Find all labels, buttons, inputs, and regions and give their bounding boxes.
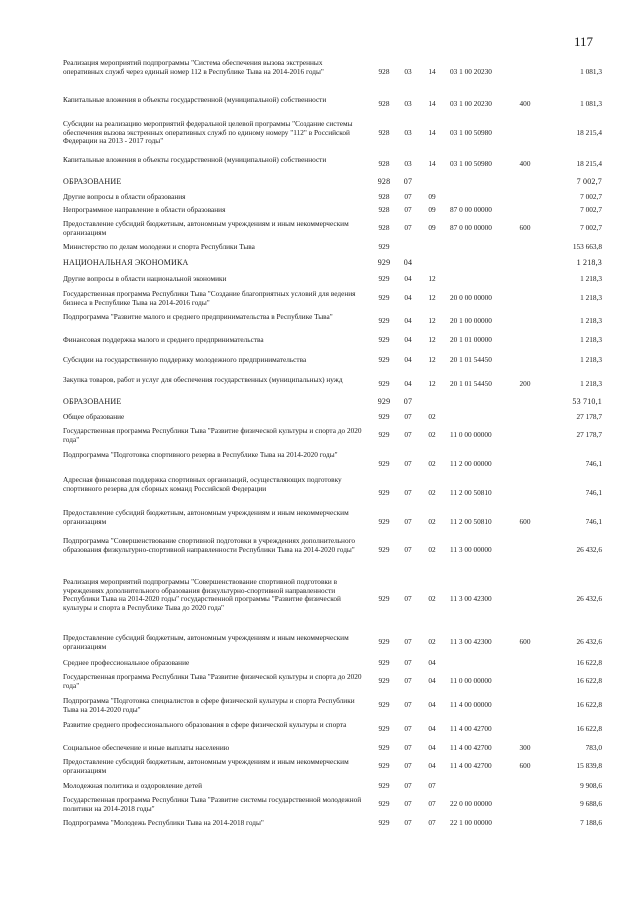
row-expense-type: 600 — [519, 517, 531, 526]
row-section-code: 07 — [403, 397, 413, 406]
row-name: Развитие среднего профессионального образования в сфере физической культуры и спорта — [63, 720, 347, 729]
row-expense-type: 400 — [519, 99, 531, 108]
row-subsection-code: 04 — [428, 724, 436, 733]
row-ministry-code: 928 — [378, 192, 390, 201]
row-subsection-code: 12 — [428, 293, 436, 302]
row-amount: 1 218,3 — [580, 316, 602, 325]
row-target-code: 87 0 00 00000 — [450, 223, 492, 232]
row-ministry-code: 929 — [378, 488, 390, 497]
row-target-code: 20 1 01 54450 — [450, 379, 492, 388]
row-ministry-code: 929 — [378, 700, 390, 709]
row-ministry-code: 928 — [378, 223, 390, 232]
row-ministry-code: 929 — [378, 761, 390, 770]
row-name: Капитальные вложения в объекты государственной (муниципальной) собственности — [63, 155, 327, 164]
row-name: Министерство по делам молодежи и спорта Республики Тыва — [63, 242, 255, 251]
row-amount: 18 215,4 — [576, 128, 602, 137]
row-target-code: 11 2 00 50810 — [450, 517, 492, 526]
row-ministry-code: 929 — [378, 459, 390, 468]
row-name: Реализация мероприятий подпрограммы "Совершенствование спортивной подготовки в учреждениях дополнительного образования физкультурно-спортивной направленности Республики Тыва на 2014-2020 годы" государственной программы "Развитие физической культуры и спорта в Республике Тыва до 2020 года" — [63, 577, 341, 612]
row-ministry-code: 929 — [378, 355, 390, 364]
row-expense-type: 600 — [519, 761, 531, 770]
row-expense-type: 400 — [519, 159, 531, 168]
row-section-code: 07 — [404, 676, 412, 685]
row-section-code: 07 — [404, 781, 412, 790]
row-target-code: 87 0 00 00000 — [450, 205, 492, 214]
row-amount: 7 002,7 — [580, 223, 602, 232]
row-target-code: 11 0 00 00000 — [450, 430, 492, 439]
row-ministry-code: 929 — [378, 517, 390, 526]
row-amount: 26 432,6 — [576, 637, 602, 646]
row-name: НАЦИОНАЛЬНАЯ ЭКОНОМИКА — [63, 258, 189, 267]
row-amount: 18 215,4 — [576, 159, 602, 168]
row-target-code: 22 1 00 00000 — [450, 818, 492, 827]
row-ministry-code: 929 — [378, 724, 390, 733]
row-name: Финансовая поддержка малого и среднего предпринимательства — [63, 335, 264, 344]
row-expense-type: 200 — [519, 379, 531, 388]
row-subsection-code: 02 — [428, 517, 436, 526]
row-name: Социальное обеспечение и иные выплаты населению — [63, 743, 230, 752]
row-target-code: 20 1 00 00000 — [450, 316, 492, 325]
row-target-code: 11 4 00 42700 — [450, 724, 492, 733]
row-subsection-code: 02 — [428, 545, 436, 554]
row-subsection-code: 14 — [428, 128, 436, 137]
row-subsection-code: 07 — [428, 799, 436, 808]
row-ministry-code: 929 — [378, 274, 390, 283]
row-section-code: 03 — [404, 67, 412, 76]
row-ministry-code: 929 — [378, 335, 390, 344]
row-ministry-code: 929 — [378, 781, 390, 790]
row-target-code: 11 3 00 42300 — [450, 594, 492, 603]
row-target-code: 11 4 00 42700 — [450, 761, 492, 770]
row-name: Предоставление субсидий бюджетным, автономным учреждениям и иным некоммерческим организациям — [63, 508, 349, 526]
row-section-code: 04 — [404, 316, 412, 325]
row-amount: 1 218,3 — [580, 335, 602, 344]
row-amount: 1 081,3 — [580, 99, 602, 108]
row-subsection-code: 14 — [428, 67, 436, 76]
row-name: Предоставление субсидий бюджетным, автономным учреждениям и иным некоммерческим организациям — [63, 633, 349, 651]
row-ministry-code: 928 — [378, 128, 390, 137]
row-subsection-code: 04 — [428, 761, 436, 770]
row-name: Общее образование — [63, 412, 125, 421]
row-target-code: 20 1 01 54450 — [450, 355, 492, 364]
row-amount: 16 622,8 — [576, 700, 602, 709]
row-section-code: 07 — [404, 761, 412, 770]
row-name: Государственная программа Республики Тыва "Создание благоприятных условий для ведения бизнеса в Республике Тыва на 2014-2016 годы" — [63, 289, 356, 307]
row-subsection-code: 09 — [428, 205, 436, 214]
row-ministry-code: 929 — [377, 258, 391, 267]
row-subsection-code: 07 — [428, 818, 436, 827]
row-target-code: 11 4 00 00000 — [450, 700, 492, 709]
row-ministry-code: 929 — [378, 430, 390, 439]
row-ministry-code: 929 — [378, 637, 390, 646]
row-name: Государственная программа Республики Тыва "Развитие физической культуры и спорта до 2020 года" — [63, 672, 362, 690]
row-amount: 53 710,1 — [572, 397, 602, 406]
row-expense-type: 600 — [519, 637, 531, 646]
row-section-code: 03 — [404, 99, 412, 108]
row-name: ОБРАЗОВАНИЕ — [63, 177, 122, 186]
row-section-code: 03 — [404, 128, 412, 137]
row-amount: 1 218,3 — [580, 293, 602, 302]
row-expense-type: 600 — [519, 223, 531, 232]
row-ministry-code: 929 — [378, 545, 390, 554]
row-subsection-code: 04 — [428, 676, 436, 685]
row-section-code: 07 — [404, 488, 412, 497]
row-name: Подпрограмма "Совершенствование спортивной подготовки в учреждениях дополнительного образования физкультурно-спортивной направленности Республики Тыва на 2014-2020 годы" — [63, 536, 356, 554]
row-amount: 9 688,6 — [580, 799, 602, 808]
row-ministry-code: 929 — [378, 743, 390, 752]
row-name: Капитальные вложения в объекты государственной (муниципальной) собственности — [63, 95, 327, 104]
row-target-code: 11 3 00 42300 — [450, 637, 492, 646]
row-amount: 27 178,7 — [576, 430, 602, 439]
row-ministry-code: 929 — [378, 594, 390, 603]
row-amount: 26 432,6 — [576, 594, 602, 603]
row-section-code: 07 — [404, 594, 412, 603]
row-ministry-code: 928 — [378, 159, 390, 168]
row-target-code: 11 2 00 00000 — [450, 459, 492, 468]
row-subsection-code: 02 — [428, 637, 436, 646]
row-name: Подпрограмма "Молодежь Республики Тыва на 2014-2018 годы" — [63, 818, 264, 827]
row-subsection-code: 04 — [428, 743, 436, 752]
row-name: Другие вопросы в области национальной экономики — [63, 274, 227, 283]
row-target-code: 03 1 00 50980 — [450, 159, 492, 168]
row-name: Адресная финансовая поддержка спортивных организаций, осуществляющих подготовку спортивного резерва для сборных команд Российской Федерации — [63, 475, 342, 493]
row-name: Подпрограмма "Подготовка специалистов в сфере физической культуры и спорта Республики Тыва на 2014-2020 годы" — [63, 696, 355, 714]
row-subsection-code: 14 — [428, 159, 436, 168]
row-subsection-code: 12 — [428, 379, 436, 388]
row-subsection-code: 09 — [428, 192, 436, 201]
row-ministry-code: 929 — [378, 658, 390, 667]
row-name: Подпрограмма "Подготовка спортивного резерва в Республике Тыва на 2014-2020 годы" — [63, 450, 338, 459]
row-section-code: 07 — [404, 700, 412, 709]
row-target-code: 03 1 00 50980 — [450, 128, 492, 137]
row-subsection-code: 04 — [428, 658, 436, 667]
row-section-code: 03 — [404, 159, 412, 168]
row-subsection-code: 02 — [428, 412, 436, 421]
row-amount: 1 218,3 — [580, 379, 602, 388]
row-subsection-code: 09 — [428, 223, 436, 232]
row-name: Государственная программа Республики Тыва "Развитие физической культуры и спорта до 2020 года" — [63, 426, 362, 444]
row-ministry-code: 929 — [378, 818, 390, 827]
row-subsection-code: 02 — [428, 459, 436, 468]
row-subsection-code: 12 — [428, 316, 436, 325]
row-ministry-code: 929 — [378, 242, 390, 251]
row-section-code: 07 — [404, 430, 412, 439]
row-amount: 27 178,7 — [576, 412, 602, 421]
row-amount: 746,1 — [585, 459, 602, 468]
row-target-code: 11 2 00 50810 — [450, 488, 492, 497]
row-section-code: 07 — [404, 412, 412, 421]
row-section-code: 07 — [404, 517, 412, 526]
row-expense-type: 300 — [519, 743, 531, 752]
row-name: Предоставление субсидий бюджетным, автономным учреждениям и иным некоммерческим организациям — [63, 219, 349, 237]
row-subsection-code: 12 — [428, 274, 436, 283]
row-section-code: 07 — [404, 724, 412, 733]
row-amount: 1 218,3 — [576, 258, 602, 267]
row-name: Субсидии на реализацию мероприятий федеральной целевой программы "Создание системы обеспечения вызова экстренных оперативных служб по единому номеру "112" в Российской Федерации на 2013 - 2017 годы" — [63, 119, 353, 146]
row-ministry-code: 928 — [377, 177, 391, 186]
row-section-code: 04 — [404, 293, 412, 302]
row-subsection-code: 04 — [428, 700, 436, 709]
row-name: Другие вопросы в области образования — [63, 192, 186, 201]
row-section-code: 04 — [404, 335, 412, 344]
row-name: ОБРАЗОВАНИЕ — [63, 397, 122, 406]
row-ministry-code: 929 — [378, 316, 390, 325]
row-section-code: 07 — [404, 658, 412, 667]
row-name: Государственная программа Республики Тыва "Развитие системы государственной молодежной политики на 2014-2018 годы" — [63, 795, 362, 813]
row-section-code: 07 — [404, 799, 412, 808]
row-target-code: 20 1 01 00000 — [450, 335, 492, 344]
row-amount: 15 839,8 — [576, 761, 602, 770]
row-ministry-code: 928 — [378, 205, 390, 214]
page-number: 117 — [574, 34, 594, 49]
row-section-code: 07 — [404, 818, 412, 827]
row-amount: 1 218,3 — [580, 274, 602, 283]
row-section-code: 04 — [404, 379, 412, 388]
row-target-code: 22 0 00 00000 — [450, 799, 492, 808]
row-ministry-code: 929 — [378, 293, 390, 302]
row-subsection-code: 02 — [428, 594, 436, 603]
row-subsection-code: 02 — [428, 430, 436, 439]
row-target-code: 11 4 00 42700 — [450, 743, 492, 752]
row-ministry-code: 928 — [378, 99, 390, 108]
row-amount: 746,1 — [585, 517, 602, 526]
row-target-code: 03 1 00 20230 — [450, 99, 492, 108]
row-section-code: 07 — [404, 545, 412, 554]
row-amount: 9 908,6 — [580, 781, 602, 790]
row-ministry-code: 929 — [378, 676, 390, 685]
row-ministry-code: 929 — [378, 799, 390, 808]
row-section-code: 04 — [404, 355, 412, 364]
row-target-code: 11 0 00 00000 — [450, 676, 492, 685]
row-name: Реализация мероприятий подпрограммы "Система обеспечения вызова экстренных оперативных служб через единый номер 112 в Республике Тыва на 2014-2016 годы" — [63, 58, 324, 76]
row-ministry-code: 928 — [378, 67, 390, 76]
row-amount: 7 188,6 — [580, 818, 602, 827]
row-amount: 7 002,7 — [580, 192, 602, 201]
row-amount: 16 622,8 — [576, 658, 602, 667]
row-amount: 16 622,8 — [576, 724, 602, 733]
row-name: Субсидии на государственную поддержку молодежного предпринимательства — [63, 355, 307, 364]
row-amount: 26 432,6 — [576, 545, 602, 554]
row-amount: 16 622,8 — [576, 676, 602, 685]
row-ministry-code: 929 — [378, 412, 390, 421]
row-subsection-code: 14 — [428, 99, 436, 108]
row-amount: 1 218,3 — [580, 355, 602, 364]
row-section-code: 04 — [403, 258, 413, 267]
row-subsection-code: 12 — [428, 335, 436, 344]
row-amount: 1 081,3 — [580, 67, 602, 76]
row-section-code: 07 — [404, 459, 412, 468]
row-amount: 746,1 — [585, 488, 602, 497]
row-section-code: 07 — [404, 637, 412, 646]
row-section-code: 07 — [404, 743, 412, 752]
row-name: Закупка товаров, работ и услуг для обеспечения государственных (муниципальных) нужд — [63, 375, 343, 384]
row-name: Предоставление субсидий бюджетным, автономным учреждениям и иным некоммерческим организациям — [63, 757, 349, 775]
row-name: Молодежная политика и оздоровление детей — [63, 781, 203, 790]
row-section-code: 07 — [403, 177, 413, 186]
row-amount: 153 663,8 — [572, 242, 602, 251]
row-section-code: 07 — [404, 223, 412, 232]
row-subsection-code: 12 — [428, 355, 436, 364]
row-amount: 783,0 — [585, 743, 602, 752]
row-name: Среднее профессиональное образование — [63, 658, 190, 667]
row-ministry-code: 929 — [377, 397, 391, 406]
row-target-code: 11 3 00 00000 — [450, 545, 492, 554]
row-section-code: 07 — [404, 192, 412, 201]
row-amount: 7 002,7 — [576, 177, 602, 186]
row-amount: 7 002,7 — [580, 205, 602, 214]
row-name: Непрограммное направление в области образования — [63, 205, 226, 214]
row-section-code: 07 — [404, 205, 412, 214]
row-section-code: 04 — [404, 274, 412, 283]
row-subsection-code: 07 — [428, 781, 436, 790]
row-ministry-code: 929 — [378, 379, 390, 388]
row-subsection-code: 02 — [428, 488, 436, 497]
row-target-code: 03 1 00 20230 — [450, 67, 492, 76]
row-target-code: 20 0 00 00000 — [450, 293, 492, 302]
row-name: Подпрограмма "Развитие малого и среднего предпринимательства в Республике Тыва" — [63, 312, 333, 321]
